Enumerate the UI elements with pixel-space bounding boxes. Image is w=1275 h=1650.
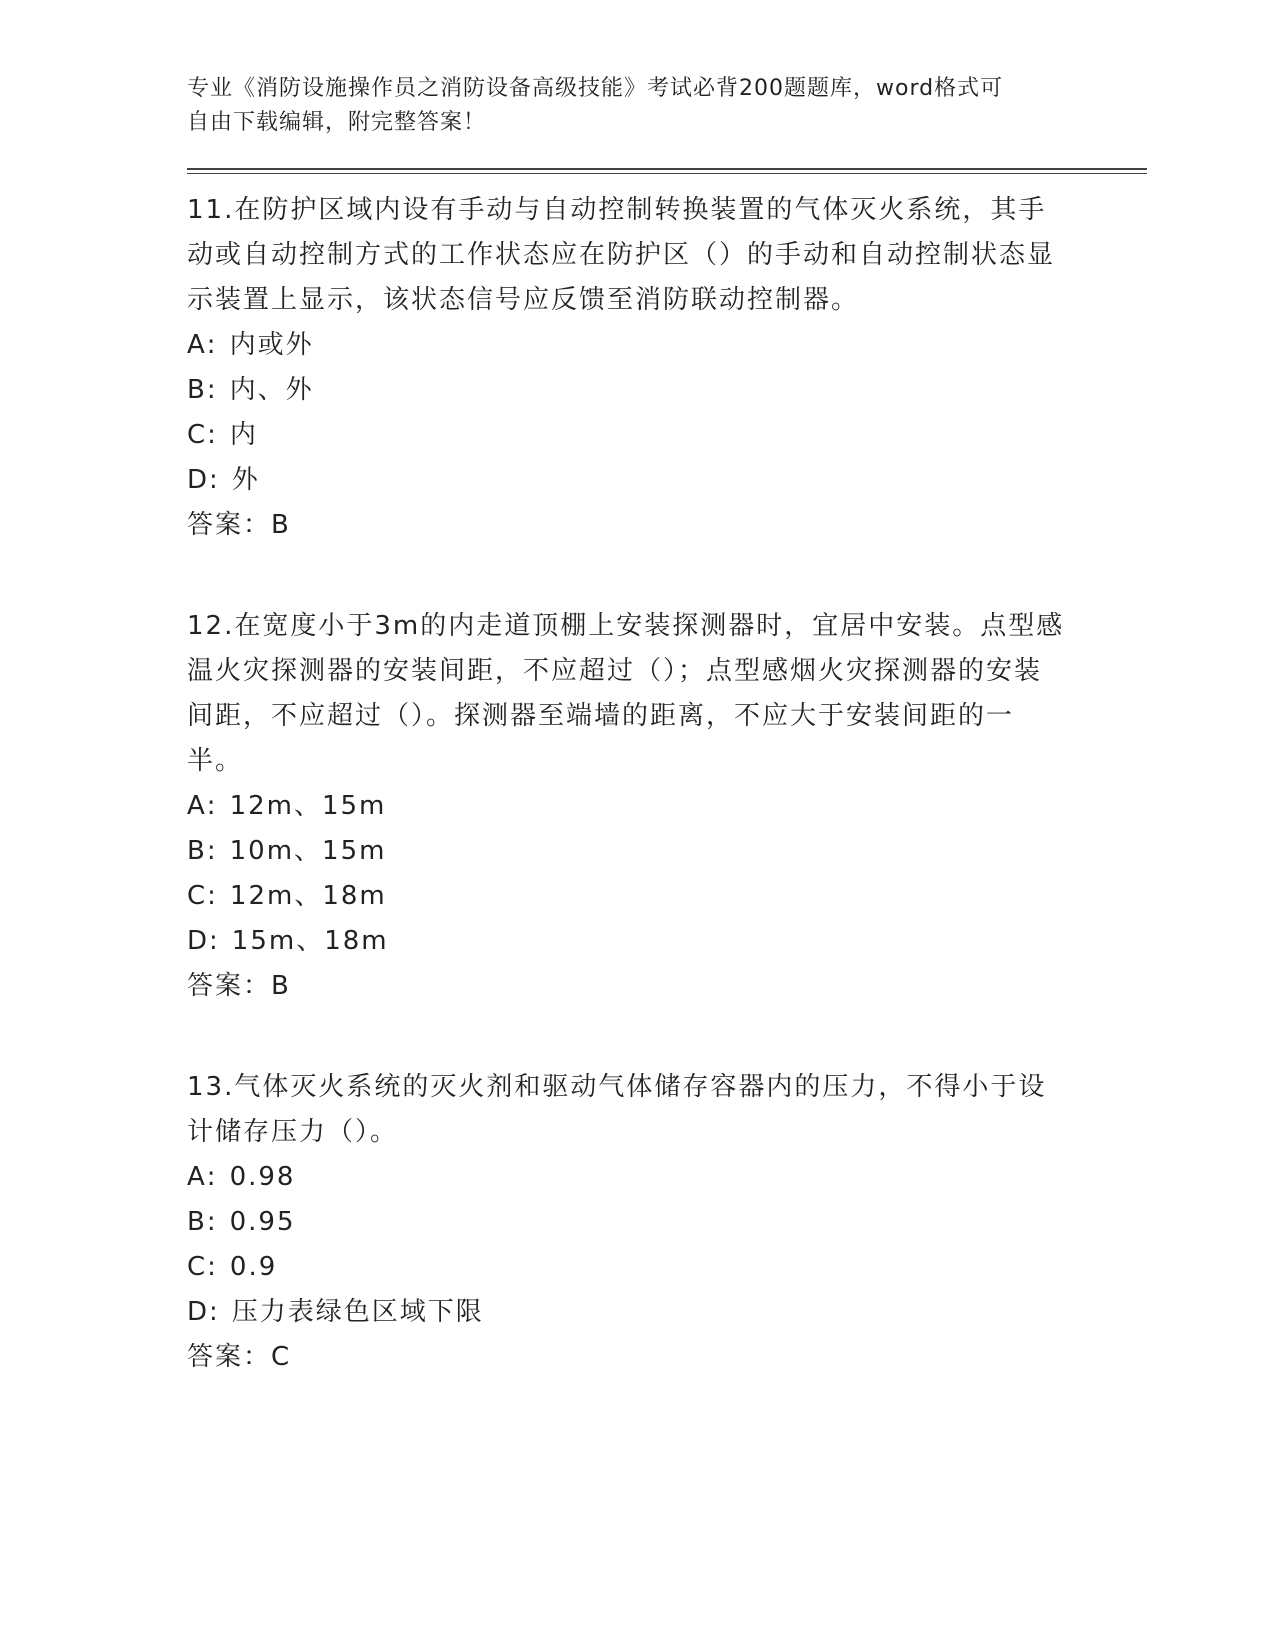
option-text: 10m、15m bbox=[229, 836, 387, 866]
option-separator: : bbox=[206, 375, 218, 405]
header-divider bbox=[187, 168, 1147, 174]
option-letter: B bbox=[187, 836, 207, 866]
option-d bbox=[187, 919, 1147, 964]
option-text: 0.98 bbox=[229, 1162, 296, 1192]
option-a bbox=[187, 1155, 1147, 1200]
option-text: 0.9 bbox=[229, 1252, 278, 1282]
option-separator: : bbox=[206, 1162, 218, 1192]
option-letter: B bbox=[187, 1207, 207, 1237]
option-separator: : bbox=[209, 1297, 220, 1327]
option-separator: : bbox=[206, 1207, 218, 1237]
document-page bbox=[187, 72, 1147, 1380]
header-line-2: 自由下载编辑，附完整答案！ bbox=[187, 110, 487, 135]
header-line-1: 专业《消防设施操作员之消防设备高级技能》考试必背200题题库，word格式可 bbox=[187, 76, 1004, 101]
option-d bbox=[187, 458, 1147, 503]
answer-line: 答案：B bbox=[187, 971, 291, 1001]
option-a bbox=[187, 323, 1147, 368]
option-text: 内或外 bbox=[229, 330, 314, 360]
option-letter: A bbox=[187, 1162, 207, 1192]
question-13 bbox=[187, 1065, 1147, 1380]
option-text: 12m、18m bbox=[229, 881, 387, 911]
option-text: 外 bbox=[231, 465, 260, 495]
option-d bbox=[187, 1290, 1147, 1335]
option-b bbox=[187, 829, 1147, 874]
question-12 bbox=[187, 604, 1147, 1009]
option-c bbox=[187, 874, 1147, 919]
option-letter: A bbox=[187, 330, 207, 360]
option-c bbox=[187, 1245, 1147, 1290]
question-text: 12.在宽度小于3m的内走道顶棚上安装探测器时，宜居中安装。点型感温火灾探测器的安装间距，不应超过（）；点型感烟火灾探测器的安装间距，不应超过（）。探测器至端墙的距离，不应大于安装间距的一半。 bbox=[187, 611, 1065, 776]
option-separator: : bbox=[207, 420, 218, 450]
option-separator: : bbox=[206, 330, 218, 360]
option-letter: D bbox=[187, 465, 210, 495]
question-text: 11.在防护区域内设有手动与自动控制转换装置的气体灭火系统，其手动或自动控制方式的工作状态应在防护区（）的手动和自动控制状态显示装置上显示，该状态信号应反馈至消防联动控制器。 bbox=[187, 195, 1056, 315]
option-b bbox=[187, 368, 1147, 413]
option-b bbox=[187, 1200, 1147, 1245]
document-header bbox=[187, 72, 1067, 140]
option-separator: : bbox=[207, 1252, 218, 1282]
option-separator: : bbox=[207, 881, 218, 911]
option-letter: C bbox=[187, 1252, 208, 1282]
option-separator: : bbox=[209, 465, 220, 495]
option-a bbox=[187, 784, 1147, 829]
option-text: 内、外 bbox=[229, 375, 314, 405]
option-separator: : bbox=[209, 926, 220, 956]
answer-line: 答案：B bbox=[187, 510, 291, 540]
option-text: 压力表绿色区域下限 bbox=[231, 1297, 484, 1327]
option-text: 0.95 bbox=[229, 1207, 296, 1237]
option-text: 内 bbox=[229, 420, 258, 450]
option-letter: C bbox=[187, 881, 208, 911]
option-separator: : bbox=[206, 836, 218, 866]
option-text: 15m、18m bbox=[231, 926, 389, 956]
option-letter: D bbox=[187, 926, 210, 956]
option-c bbox=[187, 413, 1147, 458]
question-11 bbox=[187, 188, 1147, 548]
question-text: 13.气体灭火系统的灭火剂和驱动气体储存容器内的压力，不得小于设计储存压力（）。 bbox=[187, 1072, 1047, 1147]
option-letter: A bbox=[187, 791, 207, 821]
answer-line: 答案：C bbox=[187, 1342, 292, 1372]
option-text: 12m、15m bbox=[229, 791, 387, 821]
option-letter: C bbox=[187, 420, 208, 450]
option-separator: : bbox=[206, 791, 218, 821]
option-letter: B bbox=[187, 375, 207, 405]
option-letter: D bbox=[187, 1297, 210, 1327]
